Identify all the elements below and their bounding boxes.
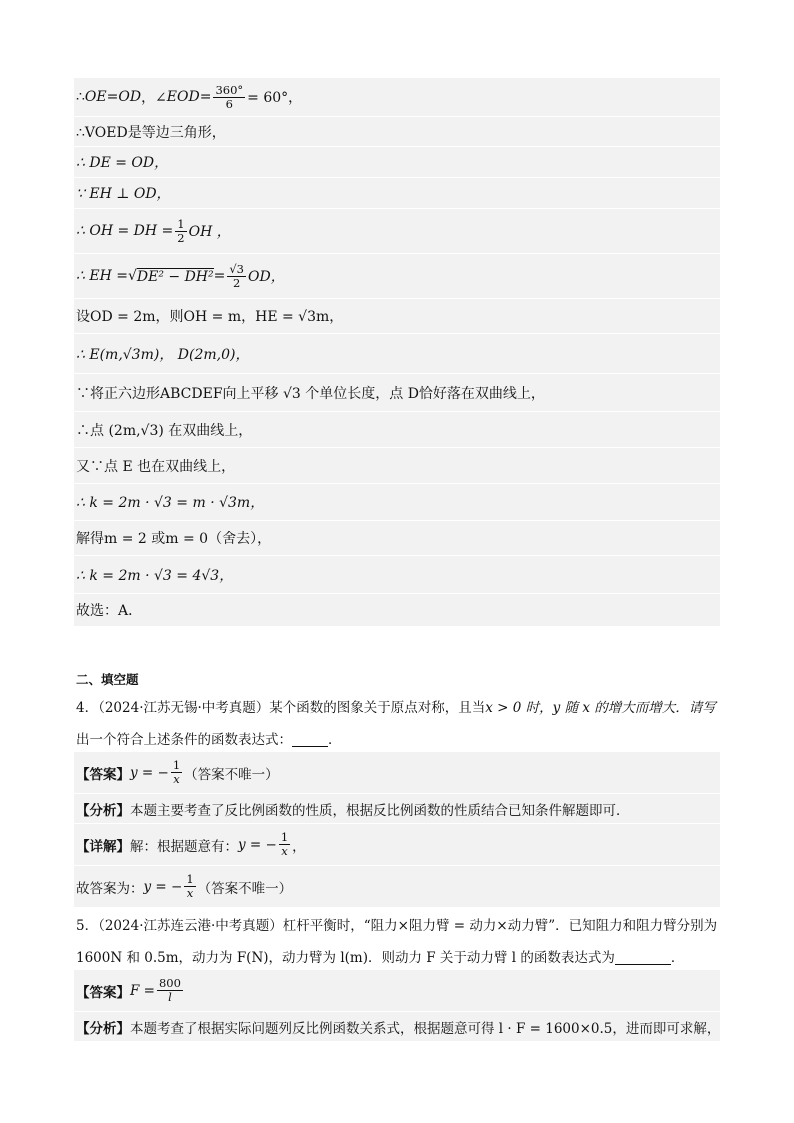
final-note: （答案不唯一） [197, 880, 293, 897]
solution-text: ∵ EH ⊥ OD， [76, 186, 171, 202]
q4-analysis [74, 794, 720, 824]
solution-text: 又∵点 E 也在双曲线上， [76, 458, 236, 475]
math-operator: ，∠ [141, 90, 167, 106]
math-operator: = [199, 89, 212, 105]
fraction-denominator: 2 [233, 275, 241, 290]
q5-stem-line-2 [74, 942, 720, 970]
solution-line-5 [74, 209, 720, 254]
final-math: y = − [143, 878, 183, 895]
fraction-numerator: 1 [177, 216, 185, 231]
analysis-text: 本题考查了根据实际问题列反比例函数关系式，根据题意可得 l · F = 1600×0.5，进而即可求解， [130, 1020, 721, 1037]
question-text: y 随 x 的增大而增大．请写 [552, 700, 716, 716]
detail-text: 解：根据题意有： [130, 838, 238, 855]
solution-text: ∴点 (2m,√3) 在双曲线上， [76, 422, 253, 439]
question-text: 出一个符合上述条件的函数表达式： [76, 732, 292, 748]
section-title-text: 二、填空题 [76, 672, 139, 687]
fraction-numerator: 1 [172, 758, 181, 773]
solution-text: ∴VOED是等边三角形， [76, 124, 226, 141]
math-expression: OD， [248, 269, 285, 285]
math-expression: ∴ OH = DH = [76, 223, 174, 239]
q5-answer [74, 970, 720, 1012]
fraction-800-over-l [157, 977, 183, 1003]
solution-line-8 [74, 334, 720, 374]
question-text: 1600N 和 0.5m，动力为 F(N)，动力臂为 l(m)．则动力 F 关于动力臂 l 的函数表达式为 [76, 950, 615, 966]
sqrt-radicand: DE² − DH² [136, 268, 214, 285]
therefore-symbol: ∴ [76, 89, 85, 105]
fraction-one-half [175, 218, 186, 244]
answer-blank[interactable] [615, 948, 671, 965]
answer-math: y = − [130, 764, 169, 781]
fraction-numerator: 800 [158, 976, 181, 991]
final-label: 故答案为： [76, 880, 144, 897]
math-operator: = [213, 268, 226, 284]
fraction-1-over-x [171, 759, 182, 785]
sqrt-sign: √ [127, 268, 137, 284]
q5-stem-line-1 [74, 910, 720, 938]
fraction-numerator: 360° [215, 82, 244, 97]
q4-stem-line-1 [74, 692, 720, 720]
math-result: = 60°， [247, 90, 303, 106]
solution-text: 解得m = 2 或m = 0（舍去）， [76, 531, 272, 547]
answer-math: F = [130, 982, 155, 999]
solution-line-6 [74, 254, 720, 299]
fraction-1-over-x [279, 831, 290, 857]
fraction-denominator: l [168, 990, 172, 1004]
solution-line-14 [74, 556, 720, 594]
solution-text: ∵将正六边形ABCDEF向上平移 √3 个单位长度，点 D恰好落在双曲线上， [76, 385, 545, 402]
math-expression: ∴ EH = [76, 268, 128, 284]
analysis-label: 【分析】 [76, 802, 130, 819]
solution-text: ∴ E(m,√3m)， D(2m,0)， [76, 346, 250, 363]
solution-text: ∴ k = 2m · √3 = m · √3m， [76, 495, 265, 511]
solution-line-13 [74, 521, 720, 556]
answer-label: 【答案】 [76, 766, 130, 783]
solution-line-3 [74, 147, 720, 178]
q4-stem-line-2 [74, 724, 720, 752]
section-title [74, 668, 720, 690]
math-operator: = [106, 89, 119, 105]
math-term: OE [84, 89, 107, 105]
fraction-sqrt3-over-2 [227, 263, 246, 289]
fraction-denominator: 6 [225, 96, 233, 111]
detail-math: y = − [238, 836, 277, 853]
solution-text: 故选：A． [76, 603, 143, 619]
answer-note: （答案不唯一） [184, 766, 279, 783]
q5-analysis [74, 1012, 720, 1042]
fraction-denominator: x [186, 886, 194, 900]
q4-answer [74, 752, 720, 794]
q4-detail [74, 824, 720, 866]
answer-label: 【答案】 [76, 984, 130, 1001]
question-punctuation: ． [328, 732, 342, 748]
analysis-label: 【分析】 [76, 1020, 130, 1037]
analysis-text: 本题主要考查了反比例函数的性质，根据反比例函数的性质结合已知条件解题即可． [130, 802, 630, 819]
solution-line-11 [74, 448, 720, 484]
fraction-1-over-x [184, 873, 195, 899]
question-punctuation: ． [670, 950, 685, 966]
fraction-360-over-6 [213, 84, 245, 110]
fraction-denominator: x [281, 844, 288, 858]
solution-line-12 [74, 484, 720, 521]
solution-line-15 [74, 594, 720, 627]
solution-line-2 [74, 117, 720, 147]
math-expression: OH ， [188, 224, 231, 240]
question-text: 4．（2024·江苏无锡·中考真题）某个函数的图象关于原点对称，且当 [76, 700, 486, 716]
solution-line-4 [74, 178, 720, 209]
fraction-numerator: √3 [229, 261, 245, 276]
fraction-denominator: 2 [177, 230, 185, 245]
detail-punctuation: ， [292, 838, 306, 855]
solution-text: 设OD = 2m，则OH = m，HE = √3m， [76, 309, 344, 325]
solution-line-7 [74, 299, 720, 334]
math-term: OD [118, 89, 142, 105]
fraction-numerator: 1 [186, 872, 194, 887]
fraction-numerator: 1 [280, 830, 289, 845]
solution-line-1 [74, 78, 720, 117]
question-math: x > 0 时， [485, 700, 553, 716]
solution-line-9 [74, 374, 720, 412]
solution-line-10 [74, 412, 720, 448]
question-text: 5．（2024·江苏连云港·中考真题）杠杆平衡时，“阻力×阻力臂 = 动力×动力臂”．已知阻力和阻力臂分别为 [76, 918, 718, 934]
solution-text: ∴ k = 2m · √3 = 4√3， [76, 567, 234, 584]
fraction-denominator: x [173, 772, 180, 786]
detail-label: 【详解】 [76, 838, 130, 855]
solution-text: ∴ DE = OD， [76, 155, 169, 171]
q4-final-answer [74, 866, 720, 908]
answer-blank[interactable] [292, 730, 328, 747]
math-term: EOD [166, 89, 200, 105]
